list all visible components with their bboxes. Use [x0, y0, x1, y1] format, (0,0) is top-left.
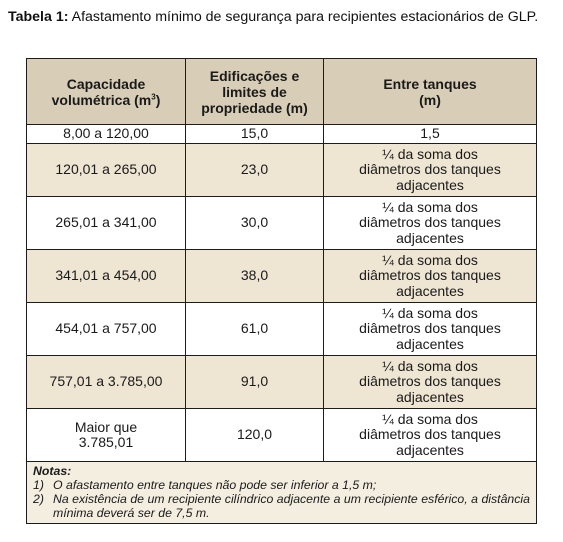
table-row: [27, 125, 537, 144]
buildings-cell: 120,0: [186, 409, 324, 462]
header-capacity-line2: volumétrica (m: [51, 91, 152, 108]
note-number: 1): [33, 478, 44, 492]
between-cell: ¼ da soma dos diâmetros dos tanques adjacentes: [324, 144, 537, 197]
between-cell: ¼ da soma dos diâmetros dos tanques adjacentes: [324, 409, 537, 462]
table-notes: [27, 462, 537, 524]
table-header-row: [27, 59, 537, 125]
header-between-tanks: Entre tanques (m): [324, 59, 537, 125]
buildings-cell: 30,0: [186, 197, 324, 250]
header-capacity-line2-end: ): [155, 91, 161, 108]
capacity-cell: 757,01 a 3.785,00: [27, 356, 186, 409]
safety-distance-table: [26, 58, 537, 524]
capacity-cell: 341,01 a 454,00: [27, 250, 186, 303]
notes-title: Notas:: [33, 464, 72, 478]
note-item: [33, 478, 530, 492]
table-row: [27, 356, 537, 409]
caption-text: Afastamento mínimo de segurança para recipientes estacionários de GLP.: [68, 9, 539, 25]
buildings-cell: 23,0: [186, 144, 324, 197]
header-capacity-sup: 3: [151, 91, 156, 101]
capacity-cell: Maior que 3.785,01: [27, 409, 186, 462]
header-buildings: Edificações e limites de propriedade (m): [186, 59, 324, 125]
note-text: Na existência de um recipiente cilíndrico adjacente a um recipiente esférico, a distância mínima deverá ser de 7,5 m.: [53, 492, 530, 520]
buildings-cell: 15,0: [186, 125, 324, 144]
between-cell: ¼ da soma dos diâmetros dos tanques adjacentes: [324, 250, 537, 303]
capacity-cell: 120,01 a 265,00: [27, 144, 186, 197]
note-item: [33, 492, 530, 520]
capacity-cell: 454,01 a 757,00: [27, 303, 186, 356]
header-capacity: [27, 59, 186, 125]
table-row: [27, 144, 537, 197]
note-text: O afastamento entre tanques não pode ser inferior a 1,5 m;: [53, 478, 377, 492]
table-row: [27, 303, 537, 356]
table-caption: [8, 6, 548, 28]
buildings-cell: 38,0: [186, 250, 324, 303]
table-row: [27, 250, 537, 303]
buildings-cell: 61,0: [186, 303, 324, 356]
between-cell: ¼ da soma dos diâmetros dos tanques adjacentes: [324, 197, 537, 250]
caption-label: Tabela 1:: [8, 9, 69, 25]
capacity-cell: 8,00 a 120,00: [27, 125, 186, 144]
notes-row: [27, 462, 537, 524]
table-row: [27, 197, 537, 250]
between-cell: ¼ da soma dos diâmetros dos tanques adjacentes: [324, 356, 537, 409]
table-row: [27, 409, 537, 462]
header-capacity-line1: Capacidade: [66, 75, 146, 92]
capacity-cell: 265,01 a 341,00: [27, 197, 186, 250]
between-cell: 1,5: [324, 125, 537, 144]
buildings-cell: 91,0: [186, 356, 324, 409]
note-number: 2): [33, 492, 44, 506]
between-cell: ¼ da soma dos diâmetros dos tanques adjacentes: [324, 303, 537, 356]
